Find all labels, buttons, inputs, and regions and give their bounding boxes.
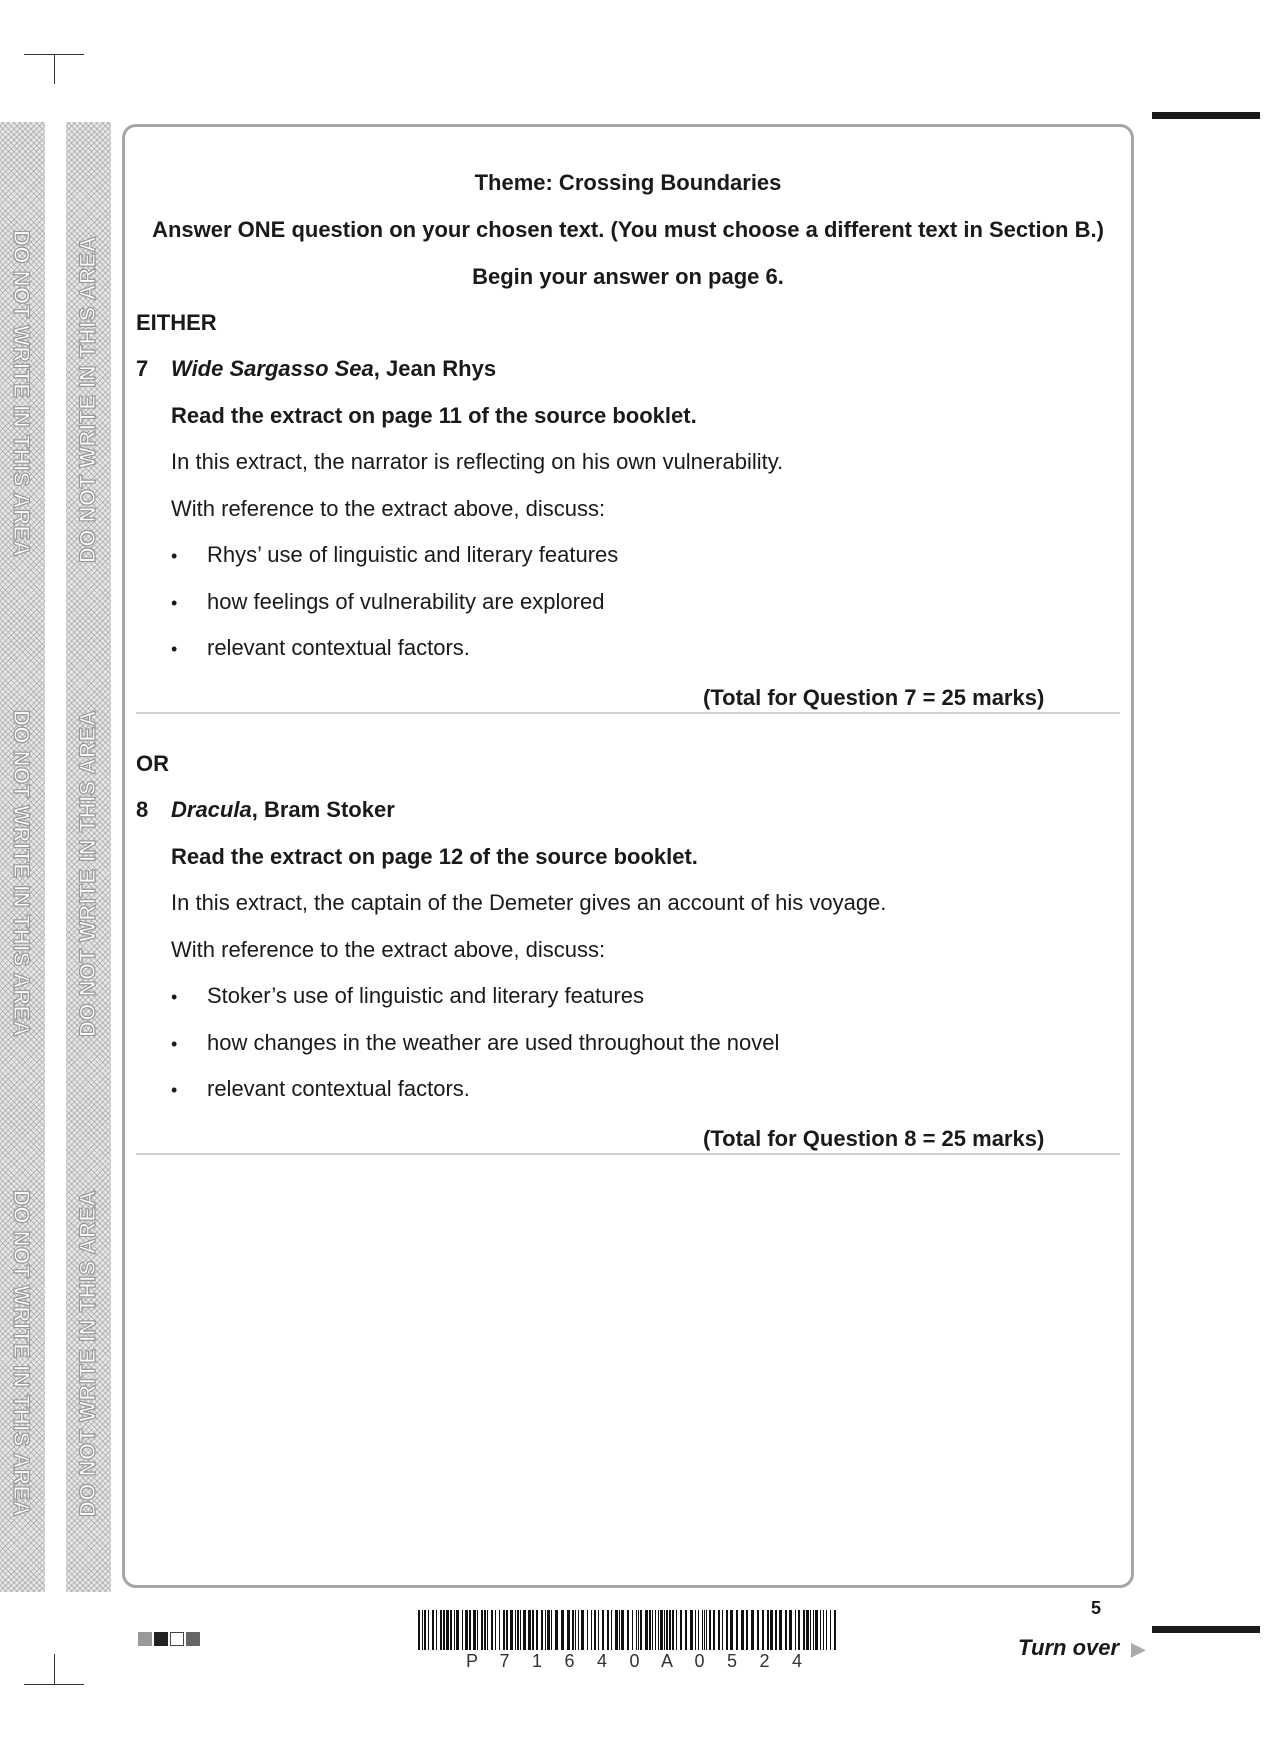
barcode-digit: 7	[499, 1651, 510, 1671]
barcode-bar	[487, 1610, 488, 1650]
barcode-digit: 5	[726, 1651, 737, 1671]
q7-bullet-dot-2: •	[171, 593, 178, 613]
barcode-bar	[418, 1610, 420, 1650]
q8-title-line	[171, 797, 395, 823]
barcode-bar	[815, 1610, 818, 1650]
barcode-digit: P	[465, 1651, 478, 1671]
barcode-bar	[823, 1610, 824, 1650]
barcode-bar	[465, 1610, 468, 1650]
q7-context: In this extract, the narrator is reflecting on his own vulnerability.	[171, 449, 784, 474]
instruction-text: Answer ONE question on your chosen text. (You must choose a different text in Section B.)	[152, 217, 1104, 242]
margin-warning-inner-3: DO NOT WRITE IN THIS AREA	[75, 1190, 100, 1518]
barcode-bar	[446, 1610, 449, 1650]
registration-square-4	[186, 1632, 200, 1646]
barcode-digit: 0	[629, 1651, 640, 1671]
q8-bullet-3: relevant contextual factors.	[207, 1076, 470, 1101]
barcode-bar	[669, 1610, 671, 1650]
barcode-bar	[532, 1610, 534, 1650]
q8-title: Dracula	[171, 797, 252, 822]
q7-bullet-3: relevant contextual factors.	[207, 635, 470, 660]
q8-bullet-1: Stoker’s use of linguistic and literary features	[207, 983, 644, 1008]
q8-discuss: With reference to the extract above, discuss:	[171, 937, 606, 962]
barcode-bar	[803, 1610, 805, 1650]
barcode-bar	[806, 1610, 809, 1650]
barcode-bar	[730, 1610, 733, 1650]
barcode-bar	[770, 1610, 773, 1650]
barcode-bar	[572, 1610, 574, 1650]
or-label: OR	[136, 751, 169, 776]
barcode-bar	[751, 1610, 754, 1650]
q7-title-line	[171, 356, 496, 382]
barcode-bar	[473, 1610, 476, 1650]
barcode-bar	[664, 1610, 665, 1650]
q7-bullet-dot-1: •	[171, 546, 178, 566]
q8-bullet-dot-2: •	[171, 1034, 178, 1054]
barcode-bar	[698, 1610, 699, 1650]
theme-heading: Theme: Crossing Boundaries	[474, 170, 782, 195]
barcode-bar	[834, 1610, 836, 1650]
barcode-bar	[578, 1610, 579, 1650]
barcode-bar	[713, 1610, 715, 1650]
crop-mark-top-v	[54, 54, 55, 84]
barcode-bar	[541, 1610, 543, 1650]
barcode-bar	[422, 1610, 423, 1650]
barcode-bar	[660, 1610, 663, 1650]
q8-divider	[136, 1153, 1120, 1155]
either-label: EITHER	[136, 310, 217, 335]
q8-bullet-dot-3: •	[171, 1080, 178, 1100]
crop-mark-bottom-h	[24, 1684, 84, 1685]
barcode	[418, 1610, 838, 1650]
barcode-bar	[598, 1610, 599, 1650]
barcode-digit: 0	[694, 1651, 705, 1671]
barcode-bar	[680, 1610, 682, 1650]
barcode-bar	[450, 1610, 452, 1650]
margin-warning-outer-1: DO NOT WRITE IN THIS AREA	[9, 230, 34, 558]
barcode-bar	[495, 1610, 496, 1650]
barcode-bar	[789, 1610, 792, 1650]
barcode-bar	[826, 1610, 827, 1650]
barcode-bar	[440, 1610, 442, 1650]
q8-read-instruction: Read the extract on page 12 of the source booklet.	[171, 844, 698, 869]
barcode-bar	[481, 1610, 483, 1650]
registration-square-3	[170, 1632, 184, 1646]
barcode-bar	[491, 1610, 493, 1650]
barcode-bar	[506, 1610, 508, 1650]
barcode-bar	[757, 1610, 759, 1650]
barcode-digit: 2	[759, 1651, 770, 1671]
barcode-bar	[685, 1610, 687, 1650]
page-number: 5	[1091, 1598, 1102, 1618]
barcode-bar	[820, 1610, 821, 1650]
barcode-bar	[690, 1610, 693, 1650]
margin-warning-outer-3: DO NOT WRITE IN THIS AREA	[9, 1190, 34, 1518]
barcode-bar	[810, 1610, 811, 1650]
barcode-bar	[762, 1610, 764, 1650]
barcode-bar	[484, 1610, 486, 1650]
barcode-bar	[718, 1610, 720, 1650]
barcode-bar	[640, 1610, 642, 1650]
barcode-bar	[741, 1610, 744, 1650]
barcode-bar	[795, 1610, 796, 1650]
barcode-bar	[591, 1610, 592, 1650]
barcode-bar	[594, 1610, 596, 1650]
turn-over-label: Turn over	[1018, 1635, 1120, 1660]
barcode-bar	[607, 1610, 609, 1650]
q7-number: 7	[136, 356, 149, 381]
barcode-bar	[547, 1610, 550, 1650]
barcode-bar	[830, 1610, 831, 1650]
turn-over-arrow-icon: ▶	[1131, 1639, 1146, 1659]
margin-warning-inner-2: DO NOT WRITE IN THIS AREA	[75, 710, 100, 1038]
barcode-bar	[551, 1610, 552, 1650]
barcode-bar	[424, 1610, 426, 1650]
barcode-bar	[528, 1610, 531, 1650]
barcode-bar	[454, 1610, 455, 1650]
barcode-bar	[627, 1610, 629, 1650]
barcode-bar	[813, 1610, 814, 1650]
q7-title: Wide Sargasso Sea	[171, 356, 374, 381]
barcode-bar	[632, 1610, 633, 1650]
barcode-bar	[621, 1610, 624, 1650]
barcode-bar	[619, 1610, 620, 1650]
barcode-bar	[443, 1610, 445, 1650]
barcode-bar	[428, 1610, 429, 1650]
margin-warning-inner-1: DO NOT WRITE IN THIS AREA	[75, 236, 100, 564]
barcode-bar	[503, 1610, 505, 1650]
barcode-bar	[477, 1610, 478, 1650]
barcode-bar	[652, 1610, 653, 1650]
barcode-bar	[775, 1610, 777, 1650]
barcode-bar	[695, 1610, 696, 1650]
barcode-bar	[432, 1610, 434, 1650]
barcode-bar	[469, 1610, 471, 1650]
barcode-bar	[655, 1610, 656, 1650]
barcode-bar	[726, 1610, 728, 1650]
barcode-bar	[672, 1610, 674, 1650]
q7-read-instruction: Read the extract on page 11 of the source booklet.	[171, 403, 697, 428]
barcode-digit: 4	[791, 1651, 802, 1671]
barcode-bar	[515, 1610, 516, 1650]
q8-number: 8	[136, 797, 149, 822]
barcode-bar	[649, 1610, 651, 1650]
barcode-digit: 1	[531, 1651, 542, 1671]
barcode-bar	[704, 1610, 705, 1650]
barcode-bar	[702, 1610, 703, 1650]
barcode-bar	[545, 1610, 546, 1650]
barcode-bar	[510, 1610, 513, 1650]
q8-context: In this extract, the captain of the Demeter gives an account of his voyage.	[171, 890, 887, 915]
barcode-bar	[536, 1610, 538, 1650]
barcode-bar	[602, 1610, 604, 1650]
q8-bullet-2: how changes in the weather are used throughout the novel	[207, 1030, 780, 1055]
barcode-bar	[658, 1610, 659, 1650]
q8-total-marks: (Total for Question 8 = 25 marks)	[703, 1126, 1045, 1151]
barcode-bar	[517, 1610, 519, 1650]
q7-total-marks: (Total for Question 7 = 25 marks)	[703, 685, 1045, 710]
barcode-bar	[645, 1610, 648, 1650]
barcode-bar	[523, 1610, 526, 1650]
barcode-bar	[785, 1610, 787, 1650]
barcode-bar	[561, 1610, 564, 1650]
barcode-bar	[615, 1610, 618, 1650]
barcode-bar	[638, 1610, 639, 1650]
edge-bar-top	[1152, 112, 1260, 119]
turn-over-text	[1018, 1635, 1145, 1661]
barcode-bar	[798, 1610, 800, 1650]
registration-square-2	[154, 1632, 168, 1646]
barcode-bar	[499, 1610, 500, 1650]
edge-bar-bottom	[1152, 1626, 1260, 1633]
barcode-bar	[581, 1610, 584, 1650]
barcode-digit: 6	[564, 1651, 575, 1671]
q8-bullet-dot-1: •	[171, 987, 178, 1007]
q7-divider	[136, 712, 1120, 714]
q7-bullet-1: Rhys’ use of linguistic and literary features	[207, 542, 619, 567]
barcode-bar	[746, 1610, 748, 1650]
barcode-bar	[722, 1610, 723, 1650]
barcode-bar	[736, 1610, 738, 1650]
q8-author: , Bram Stoker	[251, 797, 395, 822]
barcode-bar	[779, 1610, 782, 1650]
barcode-bar	[462, 1610, 463, 1650]
barcode-bar	[666, 1610, 668, 1650]
barcode-bar	[520, 1610, 521, 1650]
barcode-bar	[706, 1610, 707, 1650]
barcode-digit: A	[660, 1651, 673, 1671]
barcode-digit: 4	[596, 1651, 607, 1671]
barcode-bar	[456, 1610, 459, 1650]
begin-answer-text: Begin your answer on page 6.	[472, 264, 784, 289]
barcode-bar	[636, 1610, 637, 1650]
registration-square-1	[138, 1632, 152, 1646]
barcode-bar	[587, 1610, 588, 1650]
margin-warning-outer-2: DO NOT WRITE IN THIS AREA	[9, 710, 34, 1038]
q7-bullet-dot-3: •	[171, 639, 178, 659]
crop-mark-bottom-v	[54, 1654, 55, 1684]
q7-discuss: With reference to the extract above, discuss:	[171, 496, 606, 521]
barcode-bar	[767, 1610, 769, 1650]
barcode-bar	[709, 1610, 711, 1650]
barcode-bar	[611, 1610, 612, 1650]
barcode-bar	[676, 1610, 677, 1650]
barcode-bar	[555, 1610, 558, 1650]
q7-author: , Jean Rhys	[373, 356, 497, 381]
barcode-bar	[567, 1610, 570, 1650]
q7-bullet-2: how feelings of vulnerability are explored	[207, 589, 605, 614]
barcode-bar	[575, 1610, 576, 1650]
barcode-bar	[436, 1610, 437, 1650]
